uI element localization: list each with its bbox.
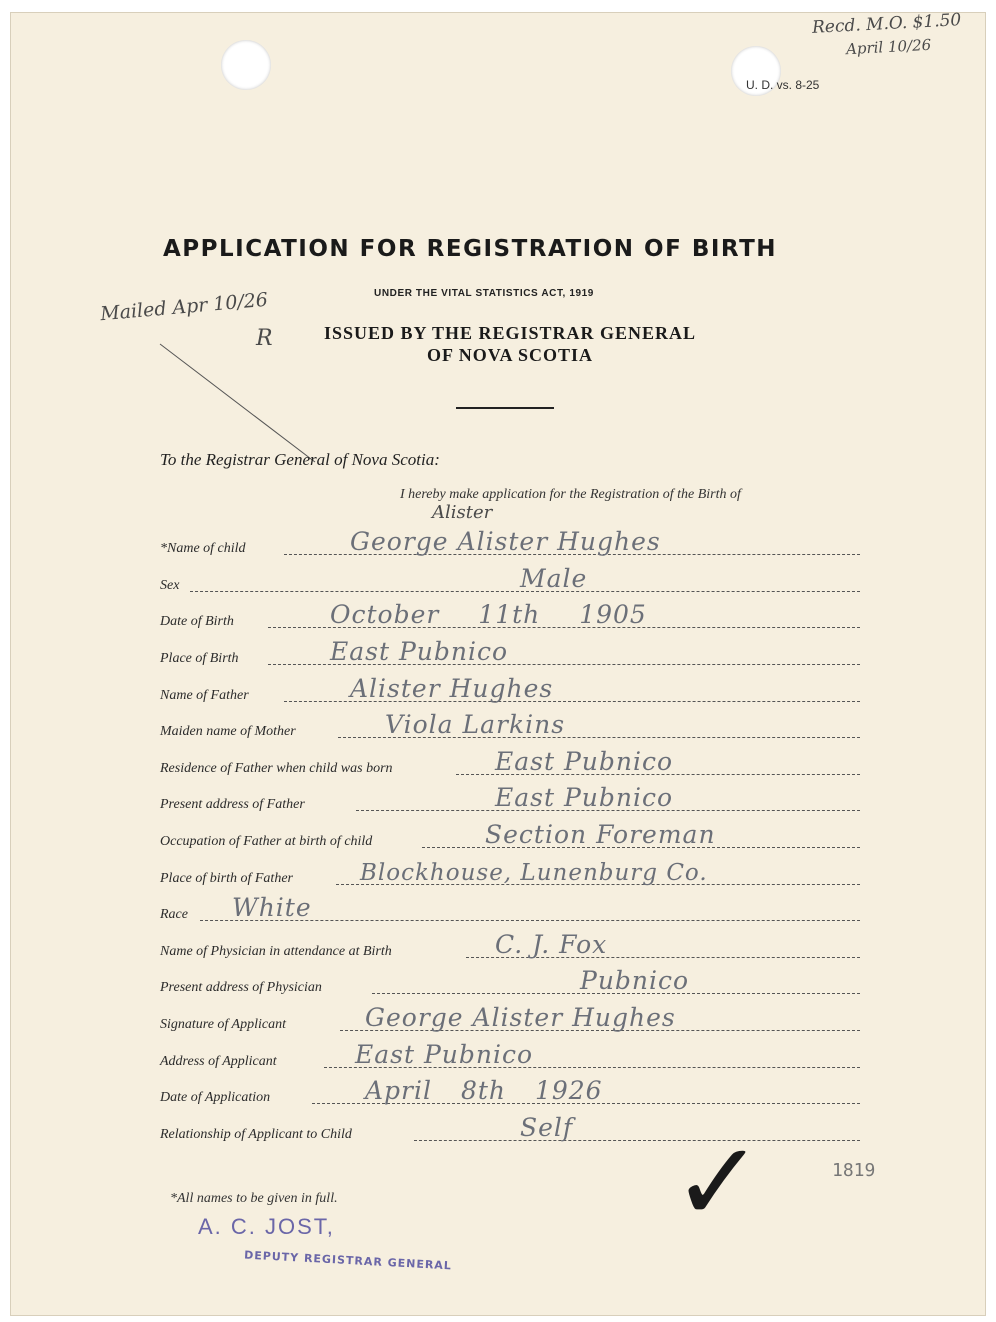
field-value: Alister Hughes	[350, 674, 554, 703]
field-label: Relationship of Applicant to Child	[160, 1127, 352, 1142]
issued-by	[260, 322, 760, 366]
field-label: Present address of Physician	[160, 980, 322, 995]
field-value: April 8th 1926	[365, 1076, 603, 1105]
field-row-applicant-address	[160, 1040, 860, 1073]
field-row-present-address-of-father	[160, 783, 860, 816]
title-divider	[456, 407, 554, 409]
pencil-stroke	[150, 330, 330, 470]
form-code: U. D. vs. 8-25	[746, 78, 820, 92]
field-value: Viola Larkins	[385, 710, 566, 739]
greeting: To the Registrar General of Nova Scotia:	[160, 450, 440, 469]
field-value: East Pubnico	[495, 747, 674, 776]
field-label: Residence of Father when child was born	[160, 761, 393, 776]
field-row-maiden-name-of-mother	[160, 710, 860, 743]
field-label: Maiden name of Mother	[160, 724, 296, 739]
field-value: George Alister Hughes	[350, 527, 661, 556]
field-value: Pubnico	[580, 966, 690, 995]
field-value: Male	[520, 564, 588, 593]
field-row-name-of-father	[160, 674, 860, 707]
field-label: *Name of child	[160, 541, 246, 556]
document-subtitle: UNDER THE VITAL STATISTICS ACT, 1919	[374, 288, 594, 299]
issued-line-1: ISSUED BY THE REGISTRAR GENERAL	[323, 323, 697, 343]
field-label: Signature of Applicant	[160, 1017, 286, 1032]
stamp-name: A. C. JOST,	[198, 1214, 335, 1239]
field-label: Sex	[160, 578, 180, 593]
field-value: C. J. Fox	[495, 930, 608, 959]
field-label: Present address of Father	[160, 797, 305, 812]
field-label: Name of Physician in attendance at Birth	[160, 944, 392, 959]
field-label: Occupation of Father at birth of child	[160, 834, 373, 849]
file-number: 1819	[832, 1160, 876, 1181]
field-value: East Pubnico	[495, 783, 674, 812]
field-label: Race	[160, 907, 188, 922]
field-row-date-of-application	[160, 1076, 860, 1109]
field-line	[414, 1140, 860, 1141]
field-row-physician-name	[160, 930, 860, 963]
field-label: Date of Birth	[160, 614, 234, 629]
field-label: Date of Application	[160, 1090, 271, 1105]
field-label: Place of Birth	[160, 651, 239, 666]
field-value: East Pubnico	[355, 1040, 534, 1069]
checkmark: ✓	[672, 1118, 765, 1246]
issued-mark: R	[256, 326, 273, 351]
punch-hole-left	[221, 40, 271, 90]
mailed-note: Mailed Apr 10/26	[99, 288, 269, 326]
field-row-name-of-child	[160, 527, 860, 560]
field-row-date-of-birth	[160, 600, 860, 633]
field-value: Section Foreman	[485, 820, 716, 849]
field-label: Name of Father	[160, 688, 249, 703]
field-value: White	[232, 893, 312, 922]
field-label: Address of Applicant	[160, 1054, 277, 1069]
field-row-physician-address	[160, 966, 860, 999]
field-value: East Pubnico	[330, 637, 509, 666]
field-row-occupation-of-father	[160, 820, 860, 853]
footnote: *All names to be given in full.	[170, 1191, 338, 1206]
name-insert: Alister	[432, 502, 493, 523]
field-row-place-of-birth-of-father	[160, 860, 860, 890]
field-row-applicant-signature	[160, 1003, 860, 1036]
field-row-sex	[160, 564, 860, 597]
document-title: APPLICATION FOR REGISTRATION OF BIRTH	[163, 236, 778, 262]
field-row-race	[160, 893, 860, 926]
received-note-line1: Recd. M.O. $1.50	[811, 10, 962, 38]
field-row-place-of-birth	[160, 637, 860, 670]
field-label: Place of birth of Father	[160, 871, 293, 886]
field-value: October 11th 1905	[330, 600, 647, 629]
field-value: George Alister Hughes	[365, 1003, 676, 1032]
preamble: I hereby make application for the Registration of the Birth of	[400, 487, 741, 502]
stamp-title: DEPUTY REGISTRAR GENERAL	[243, 1248, 453, 1273]
received-note-line2: April 10/26	[845, 35, 932, 59]
field-value: Self	[520, 1113, 574, 1142]
issued-line-2: OF NOVA SCOTIA	[426, 345, 594, 365]
field-row-residence-of-father	[160, 747, 860, 780]
field-value: Blockhouse, Lunenburg Co.	[360, 860, 708, 886]
